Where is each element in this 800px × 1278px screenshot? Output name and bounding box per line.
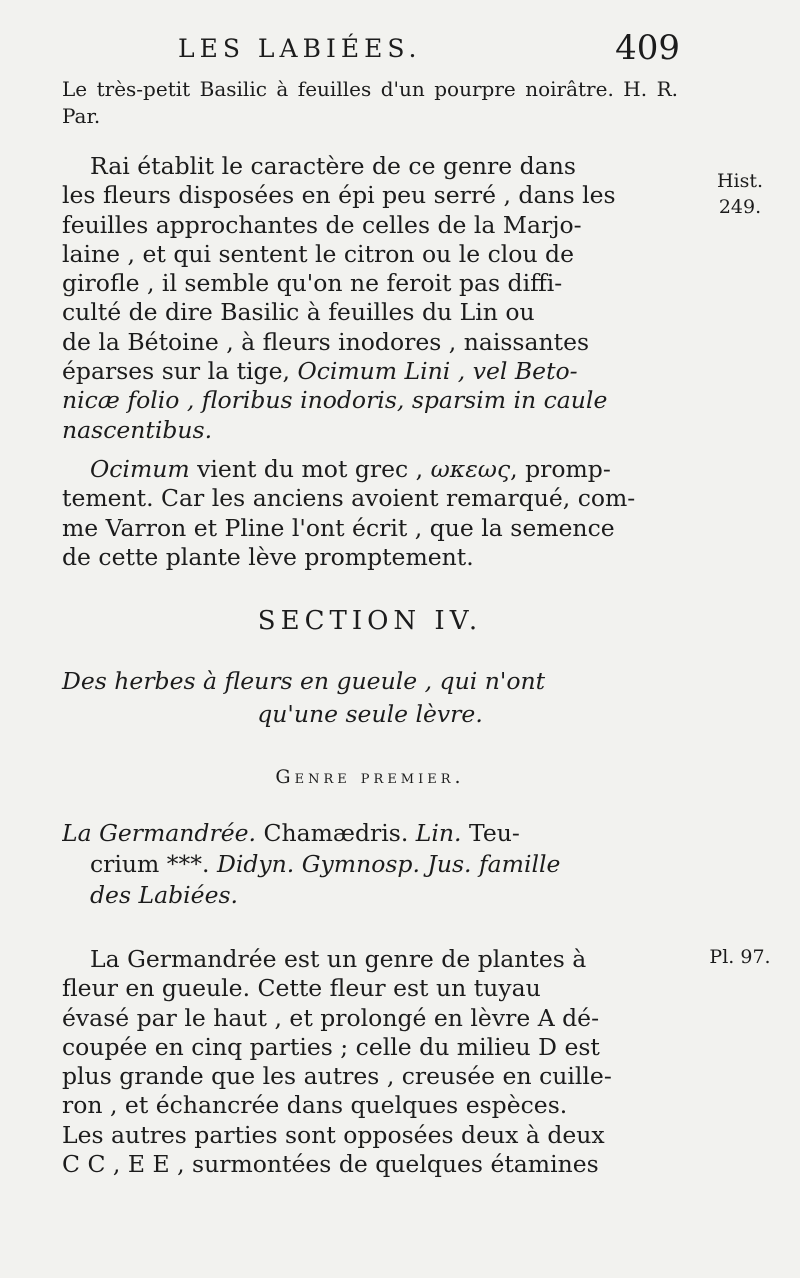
paragraph-basilic-character: [62, 152, 682, 445]
text-line: de cette plante lève promptement.: [62, 542, 474, 571]
text-line: coupée en cinq parties ; celle du milieu D est: [62, 1032, 600, 1061]
text-roman: vient du mot grec ,: [189, 455, 431, 483]
margin-note-hist: [708, 168, 772, 220]
section-subtitle-line: Des herbes à fleurs en gueule , qui n'ont: [62, 667, 546, 695]
text-line: tement. Car les anciens avoient remarqué, com-: [62, 484, 636, 513]
genus-name: La Germandrée.: [62, 819, 256, 847]
text-roman: Teu-: [461, 819, 520, 847]
section-subtitle-line: qu'une seule lèvre.: [257, 700, 483, 728]
classification: Didyn. Gymnosp. Jus. famille: [217, 850, 561, 878]
text-line: les fleurs disposées en épi peu serré , dans les: [62, 181, 616, 210]
greek-word: ωκεως: [430, 455, 511, 483]
margin-note-plate: Pl. 97.: [709, 946, 771, 968]
text-line: culté de dire Basilic à feuilles du Lin ou: [62, 298, 535, 327]
genus-entry: [62, 818, 682, 911]
latin-name-line: nascentibus.: [62, 415, 213, 444]
page-header: [60, 28, 680, 76]
margin-note-label: Hist.: [716, 170, 764, 192]
text-line: C C , E E , surmontées de quelques étamines: [62, 1150, 599, 1179]
latin-term: Ocimum: [90, 455, 190, 483]
latin-name-line: nicæ folio , floribus inodoris, sparsim in caule: [62, 386, 608, 415]
text-roman: crium ***.: [90, 850, 217, 878]
paragraph-germandree-description: [62, 945, 682, 1179]
text-line: [62, 849, 682, 880]
text-line: évasé par le haut , et prolongé en lèvre A dé-: [62, 1003, 600, 1032]
text-line: [62, 818, 682, 849]
text-line: plus grande que les autres , creusée en cuille-: [62, 1062, 612, 1091]
species-entry: Le très-petit Basilic à feuilles d'un pourpre noirâtre. H. R. Par.: [62, 77, 678, 128]
paragraph-etymology: [62, 455, 682, 572]
section-subtitle: [62, 665, 678, 731]
section-heading: SECTION IV.: [257, 606, 483, 636]
text-line: me Varron et Pline l'ont écrit , que la semence: [62, 513, 615, 542]
text-line: Les autres parties sont opposées deux à deux: [62, 1120, 605, 1149]
text-line: ron , et échancrée dans quelques espèces.: [62, 1091, 568, 1120]
text-line: [62, 357, 682, 386]
text-roman: Chamædris.: [256, 819, 416, 847]
text-line: Rai établit le caractère de ce genre dans: [90, 152, 576, 180]
text-line: feuilles approchantes de celles de la Marjo-: [62, 210, 582, 239]
text-roman: , promp-: [510, 455, 611, 483]
text-line: fleur en gueule. Cette fleur est un tuyau: [62, 974, 541, 1003]
running-title: LES LABIÉES.: [178, 34, 422, 63]
latin-name: Ocimum Lini , vel Beto-: [297, 357, 578, 386]
text-line: [62, 455, 682, 484]
text-line: girofle , il semble qu'on ne feroit pas diffi-: [62, 269, 563, 298]
classification-line: des Labiées.: [90, 881, 238, 909]
text-line: laine , et qui sentent le citron ou le clou de: [62, 239, 575, 268]
author-abbrev: Lin.: [415, 819, 462, 847]
genus-heading: Genre premier.: [275, 766, 465, 788]
text-roman: éparses sur la tige,: [62, 357, 298, 386]
text-line: La Germandrée est un genre de plantes à: [90, 945, 587, 973]
page-number: 409: [615, 28, 680, 68]
margin-note-number: 249.: [718, 196, 762, 218]
text-line: de la Bétoine , à fleurs inodores , naissantes: [62, 327, 590, 356]
